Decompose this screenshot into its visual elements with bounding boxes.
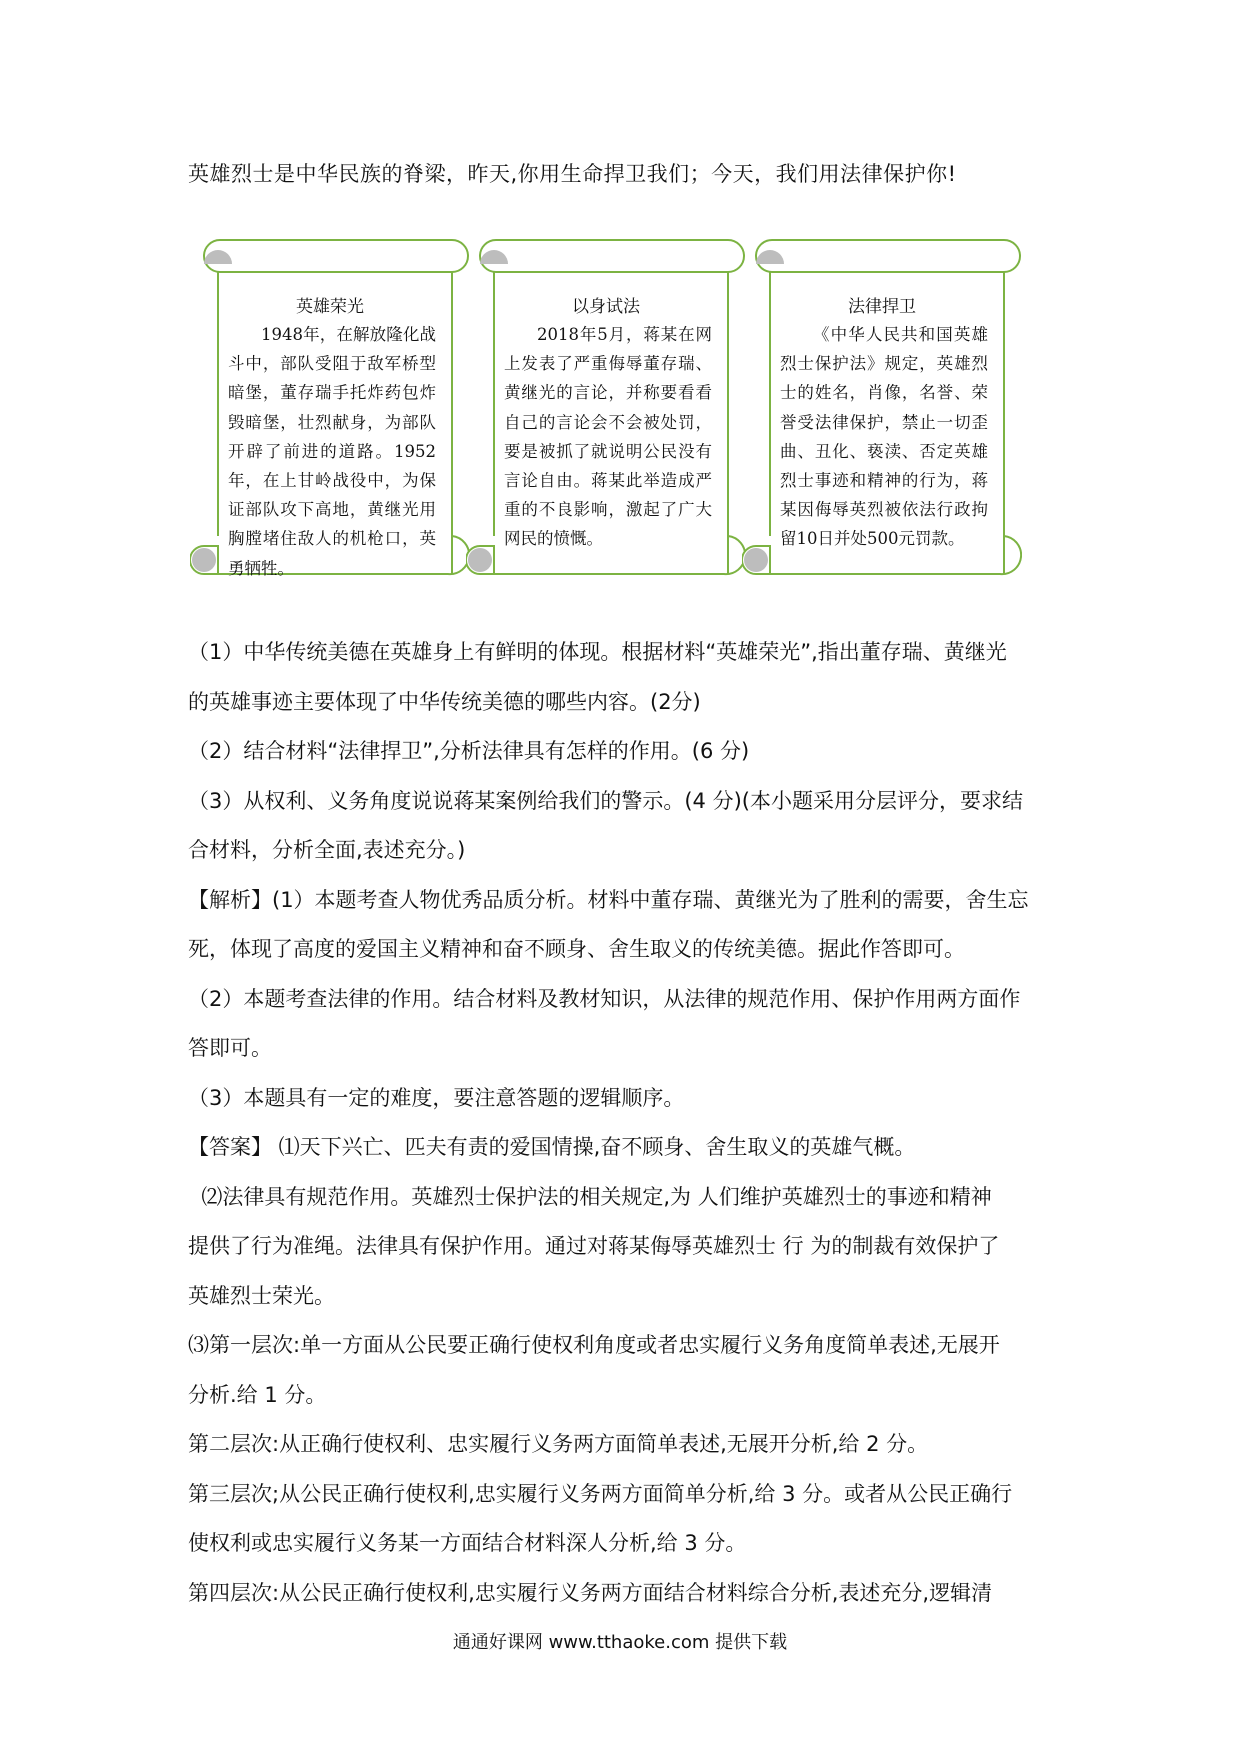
text-line: 英雄烈士荣光。 bbox=[188, 1283, 335, 1308]
scroll-body: 2018年5月，蒋某在网上发表了严重侮辱董存瑞、黄继光的言论，并称要看看自己的言论会不会被处罚，要是被抓了就说明公民没有言论自由。蒋某此举造成严重的不良影响，激起了广大网民的愤慨。 bbox=[504, 325, 712, 549]
text-line: 使权利或忠实履行义务某一方面结合材料深人分析,给 3 分。 bbox=[188, 1531, 747, 1555]
scroll-title: 英雄荣光 bbox=[296, 297, 364, 317]
footer-watermark: 通通好课网 www.tthaoke.com 提供下载 bbox=[452, 1632, 788, 1653]
text-line: 死，体现了高度的爱国主义精神和奋不顾身、舍生取义的传统美德。据此作答即可。 bbox=[188, 937, 965, 961]
text-line: 【答案】 ⑴天下兴亡、匹夫有责的爱国情操,奋不顾身、舍生取义的英雄气概。 bbox=[188, 1135, 916, 1159]
text-line: （3）本题具有一定的难度，要注意答题的逻辑顺序。 bbox=[188, 1085, 685, 1110]
text-line: （2）本题考查法律的作用。结合材料及教材知识，从法律的规范作用、保护作用两方面作 bbox=[188, 986, 1021, 1011]
text-line: 的英雄事迹主要体现了中华传统美德的哪些内容。(2分) bbox=[188, 689, 701, 714]
text-line: 第三层次;从公民正确行使权利,忠实履行义务两方面简单分析,给 3 分。或者从公民正确行 bbox=[188, 1481, 1013, 1506]
text-line: ⑶第一层次:单一方面从公民要正确行使权利角度或者忠实履行义务角度简单表述,无展开 bbox=[188, 1333, 1000, 1357]
text-line: 【解析】(1）本题考查人物优秀品质分析。材料中董存瑞、黄继光为了胜利的需要，舍生忘 bbox=[188, 887, 1029, 912]
intro-sentence: 英雄烈士是中华民族的脊梁，昨天,你用生命捍卫我们；今天，我们用法律保护你! bbox=[188, 162, 957, 186]
scroll-body: 1948年，在解放隆化战斗中，部队受阻于敌军桥型暗堡，董存瑞手托炸药包炸毁暗堡，壮烈献身，为部队开辟了前进的道路。1952年，在上甘岭战役中，为保证部队攻下高地，黄继光用胸膛堵住敌人的机枪口，英勇牺牲。 bbox=[228, 325, 436, 578]
text-line: （2）结合材料“法律捍卫”,分析法律具有怎样的作用。(6 分) bbox=[188, 739, 750, 763]
scroll-title: 法律捍卫 bbox=[848, 297, 916, 317]
scroll-card-heroic-glory bbox=[190, 236, 470, 596]
scroll-card-test-law bbox=[466, 236, 746, 596]
question-and-answer-text bbox=[188, 628, 1058, 1618]
text-line: （3）从权利、义务角度说说蒋某案例给我们的警示。(4 分)(本小题采用分层评分，要求结 bbox=[188, 788, 1023, 813]
text-line: ⑵法律具有规范作用。英雄烈士保护法的相关规定,为 人们维护英雄烈士的事迹和精神 bbox=[188, 1184, 992, 1209]
text-line: 提供了行为准绳。法律具有保护作用。通过对蒋某侮辱英雄烈士 行 为的制裁有效保护了 bbox=[188, 1234, 1000, 1258]
scroll-title: 以身试法 bbox=[572, 297, 640, 317]
scroll-card-law-defense bbox=[742, 236, 1022, 596]
text-line: 答即可。 bbox=[188, 1036, 272, 1060]
text-line: （1）中华传统美德在英雄身上有鲜明的体现。根据材料“英雄荣光”,指出董存瑞、黄继光 bbox=[188, 640, 1007, 664]
scroll-body: 《中华人民共和国英雄烈士保护法》规定，英雄烈士的姓名，肖像，名誉、荣誉受法律保护，禁止一切歪曲、丑化、亵渎、否定英雄烈士事迹和精神的行为，蒋某因侮辱英烈被依法行政拘留10日并处500元罚款。 bbox=[780, 325, 988, 549]
text-line: 第四层次:从公民正确行使权利,忠实履行义务两方面结合材料综合分析,表述充分,逻辑清 bbox=[188, 1580, 993, 1605]
text-line: 合材料，分析全面,表述充分。) bbox=[188, 838, 466, 862]
text-line: 分析.给 1 分。 bbox=[188, 1382, 327, 1407]
text-line: 第二层次:从正确行使权利、忠实履行义务两方面简单表述,无展开分析,给 2 分。 bbox=[188, 1432, 929, 1456]
